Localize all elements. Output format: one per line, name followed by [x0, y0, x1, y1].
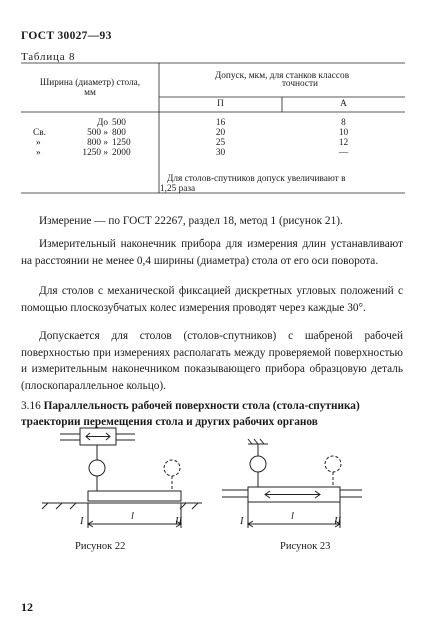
row-to: 500	[112, 118, 126, 128]
col-tolerance-header: Допуск, мкм, для станков классов точности	[214, 71, 350, 89]
row-prefix: Св.	[33, 128, 46, 138]
row-p: 20	[215, 128, 226, 138]
fig23-caption: Рисунок 23	[280, 541, 331, 552]
row-prefix: »	[36, 138, 41, 148]
page-number: 12	[21, 600, 33, 614]
row-a: 8	[341, 118, 346, 128]
col-class-a: А	[340, 99, 347, 109]
row-a: 10	[338, 128, 349, 138]
fig23-label-mid: l	[291, 511, 294, 522]
row-p: 25	[215, 138, 226, 148]
paragraph-probe: Измерительный наконечник прибора для измерения длин устанавливают на расстоянии не менее 0,4 ширины (диаметра) стола от его оси поворота.	[21, 238, 403, 267]
table-note: Для столов-спутников допуск увеличивают в 1,25 раза	[160, 174, 346, 194]
fig22-label-left: I	[80, 516, 84, 527]
section-number: 3.16	[21, 400, 41, 412]
document-header: ГОСТ 30027—93	[21, 30, 112, 42]
row-from: До	[97, 118, 108, 128]
row-prefix: »	[36, 148, 41, 158]
row-p: 16	[215, 118, 226, 128]
row-to: 800	[112, 128, 126, 138]
row-to: 1250	[112, 138, 131, 148]
fig22-label-mid: l	[131, 511, 134, 522]
fig22-label-right: II	[175, 516, 182, 527]
fig23-label-left: I	[240, 516, 244, 527]
paragraph-allowance: Допускается для столов (столов-спутников) с шабреной рабочей поверхностью при измерениях располагать между проверяемой поверхностью и измерительным наконечником показывающего прибора образцовую деталь (плоскопараллельное кольцо).	[21, 330, 403, 392]
row-to: 2000	[112, 148, 131, 158]
row-from: 800 »	[87, 138, 108, 148]
section-title: Параллельность рабочей поверхности стола (стола-спутника) траектории перемещения стола и других рабочих органов	[21, 400, 360, 428]
row-a: —	[338, 148, 349, 158]
table-caption: Таблица 8	[21, 51, 76, 63]
col-class-p: П	[217, 99, 224, 109]
col-width-header: Ширина (диаметр) стола, мм	[39, 78, 141, 98]
paragraph-fixation: Для столов с механической фиксацией дискретных угловых положений с помощью плоскозубчатых колес измерения проводят через каждые 30°.	[21, 285, 403, 314]
fig22-caption: Рисунок 22	[75, 541, 126, 552]
row-a: 12	[338, 138, 349, 148]
fig23-label-right: II	[334, 516, 341, 527]
paragraph-measurement: Измерение — по ГОСТ 22267, раздел 18, метод 1 (рисунок 21).	[39, 215, 343, 227]
row-p: 30	[215, 148, 226, 158]
row-from: 500 »	[87, 128, 108, 138]
row-from: 1250 »	[82, 148, 108, 158]
